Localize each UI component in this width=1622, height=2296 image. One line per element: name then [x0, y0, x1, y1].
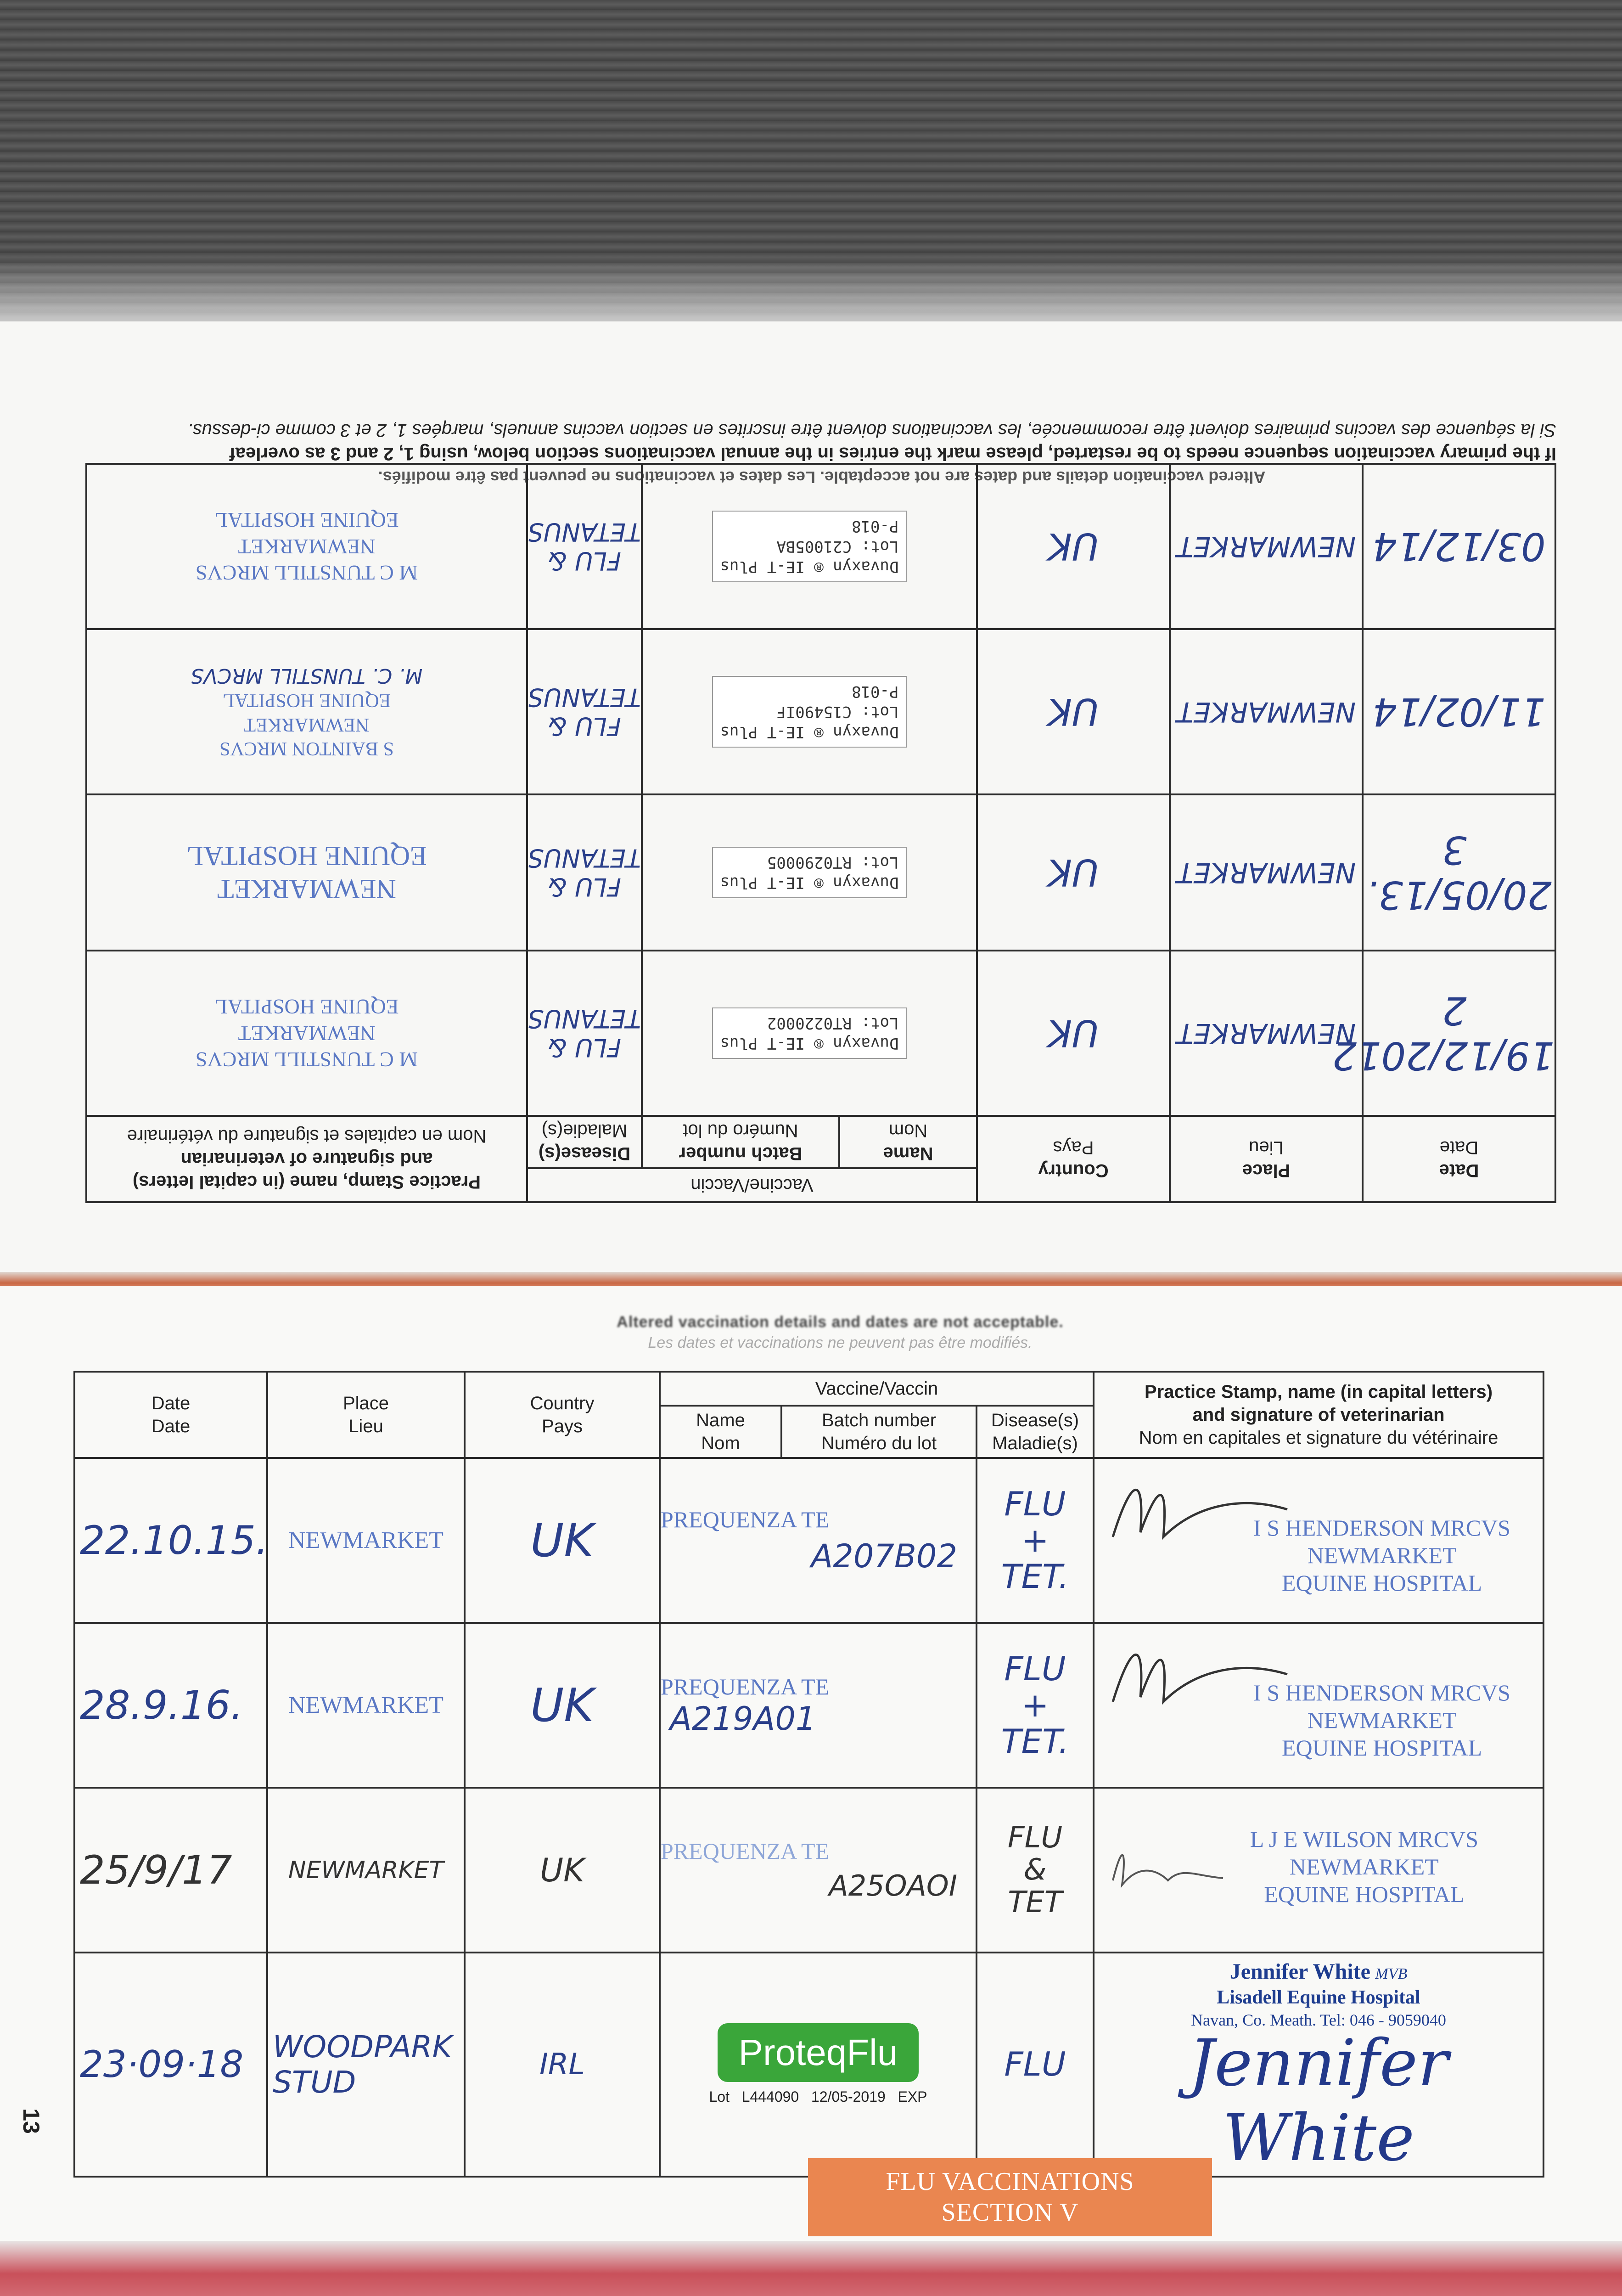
hdr-country: Country Pays [977, 1116, 1170, 1202]
vet-stamp: NEWMARKET EQUINE HOSPITAL [86, 794, 527, 951]
hdr-name: Name Nom [660, 1406, 781, 1458]
hdr-practice: Practice Stamp, name (in capital letters) and signature of veterinarian Nom en capitales et signature du vétérinaire [1094, 1372, 1543, 1458]
vaccine-label: Duvaxyn ® IE-T Plus Lot: C15490IF P-018 [642, 629, 977, 794]
hdr-disease: Disease(s) Maladie(s) [527, 1116, 642, 1168]
batch-number: A219A01 [670, 1699, 816, 1738]
row-country: UK [977, 464, 1170, 629]
row-place: NEWMARKET [1170, 629, 1363, 794]
row-vaccine [660, 1458, 977, 1623]
table-row [86, 629, 1555, 794]
row-country: UK [465, 1788, 660, 1953]
row-date: 25/9/17 [74, 1788, 267, 1953]
section-tab: FLU VACCINATIONS SECTION V [808, 2158, 1212, 2236]
vaccine-label: Duvaxyn ® IE-T Plus Lot: RT0290005 [642, 794, 977, 951]
sleeve-shadow [0, 257, 1622, 331]
notice-en: If the primary vaccination sequence needs to be restarted, please mark the entries in the annual vaccinations section below, using 1, 2 and 3 as overleaf [229, 444, 1556, 464]
row-country: UK [465, 1623, 660, 1788]
row-country: UK [977, 794, 1170, 951]
vet-stamp: L J E WILSON MRCVS NEWMARKET EQUINE HOSPITAL [1250, 1826, 1478, 1907]
batch-number: A207B02 [811, 1537, 957, 1575]
vaccine-name: PREQUENZA TE [661, 1673, 830, 1699]
vet-stamp-cell [1094, 1788, 1543, 1953]
altered-details-caption: Altered vaccination details and dates are not acceptable. [617, 1313, 1064, 1331]
row-disease: FLU & TETANUS [527, 951, 642, 1116]
upper-table [85, 463, 1556, 1203]
vet-stamp: S BAINTON MRCVS NEWMARKET EQUINE HOSPITAL M. C. TUNSTILL MRCVS [86, 629, 527, 794]
row-vaccine [660, 1623, 977, 1788]
table-row [74, 1953, 1543, 2177]
vet-stamp: Jennifer White MVB Lisadell Equine Hospital Navan, Co. Meath. Tel: 046 - 9059040 [1191, 1959, 1446, 2029]
hdr-practice: Practice Stamp, name (in capital letters) and signature of veterinarian Nom en capitales et signature du vétérinaire [86, 1116, 527, 1202]
batch-number: A25OAOI [829, 1869, 957, 1902]
vet-stamp-cell [1094, 1953, 1543, 2177]
proteq-flu-label: ProteqFlu [718, 2023, 919, 2082]
row-disease: FLU + TET. [977, 1623, 1094, 1788]
row-country: IRL [465, 1953, 660, 2177]
row-date: 11/02/14 [1363, 629, 1555, 794]
vet-stamp: I S HENDERSON MRCVS NEWMARKET EQUINE HOSPITAL [1253, 1680, 1510, 1761]
row-country: UK [977, 951, 1170, 1116]
row-disease: FLU + TET. [977, 1458, 1094, 1623]
book-edge [0, 2241, 1622, 2296]
row-date: 19/12/2012 2 [1363, 951, 1555, 1116]
vet-stamp: I S HENDERSON MRCVS NEWMARKET EQUINE HOSPITAL [1253, 1515, 1510, 1596]
row-date: 03/12/14 [1363, 464, 1555, 629]
vaccine-name: PREQUENZA TE [661, 1506, 830, 1532]
hdr-place: Place Lieu [267, 1372, 465, 1458]
notice-fr: Si la séquence des vaccins primaires doivent être recommencée, les vaccinations doivent être inscrites en section vaccins annuels, marqées 1, 2 et 3 comme ci-dessus. [187, 420, 1556, 440]
row-place: NEWMARKET [267, 1623, 465, 1788]
hdr-country: Country Pays [465, 1372, 660, 1458]
signature-mark [1104, 1835, 1241, 1899]
vaccine-name: PREQUENZA TE [661, 1838, 830, 1864]
row-date: 28.9.16. [74, 1623, 267, 1788]
hdr-date: Date Date [74, 1372, 267, 1458]
row-place: NEWMARKET [1170, 794, 1363, 951]
vet-stamp: M C TUNSTILL MRCVS NEWMARKET EQUINE HOSPITAL [86, 951, 527, 1116]
lot-line: Lot L444090 12/05-2019 EXP [709, 2088, 927, 2105]
vet-stamp-cell [1094, 1623, 1543, 1788]
row-vaccine [660, 1788, 977, 1953]
flu-vaccination-table [73, 1371, 1544, 2178]
hdr-vaccine: Vaccine/Vaccin [527, 1168, 977, 1202]
hdr-batch: Batch number Numéro du lot [781, 1406, 977, 1458]
table-row [86, 794, 1555, 951]
vaccine-label: Duvaxyn ® IE-T Plus Lot: C21005BA P-018 [642, 464, 977, 629]
row-country: UK [465, 1458, 660, 1623]
upper-header-row [86, 1168, 1555, 1202]
notice-title: Altered vaccination details and dates are not acceptable. Les dates et vaccinations ne peuvent pas être modifiés. [378, 468, 1266, 487]
row-place: NEWMARKET [1170, 464, 1363, 629]
vet-stamp: M C TUNSTILL MRCVS NEWMARKET EQUINE HOSPITAL [86, 464, 527, 629]
hdr-place: Place Lieu [1170, 1116, 1363, 1202]
table-row [74, 1623, 1543, 1788]
row-place: WOODPARK STUD [267, 1953, 465, 2177]
vet-signature: Jennifer White [1189, 2026, 1448, 2176]
altered-details-caption-fr: Les dates et vaccinations ne peuvent pas être modifiés. [648, 1334, 1033, 1351]
hdr-batch: Batch number Numéro du lot [642, 1116, 839, 1168]
row-disease: FLU & TETANUS [527, 629, 642, 794]
page-number: 13 [18, 2108, 44, 2134]
row-disease: FLU & TET [977, 1788, 1094, 1953]
hdr-date: Date Date [1363, 1116, 1555, 1202]
vet-stamp-cell [1094, 1458, 1543, 1623]
row-disease: FLU & TETANUS [527, 464, 642, 629]
row-date: 22.10.15. [74, 1458, 267, 1623]
header-row [74, 1372, 1543, 1406]
row-country: UK [977, 629, 1170, 794]
row-place: NEWMARKET [267, 1788, 465, 1953]
upside-down-vaccination-table [87, 422, 1556, 1203]
vaccine-label: Duvaxyn ® IE-T Plus Lot: RT0220002 [642, 951, 977, 1116]
row-date: 20/05/13. 3 [1363, 794, 1555, 951]
row-disease: FLU & TETANUS [527, 794, 642, 951]
row-place: NEWMARKET [1170, 951, 1363, 1116]
hdr-name: Name Nom [839, 1116, 977, 1168]
table-row [86, 464, 1555, 629]
hdr-vaccine: Vaccine/Vaccin [660, 1372, 1094, 1406]
row-date: 23·09·18 [74, 1953, 267, 2177]
row-vaccine [660, 1953, 977, 2177]
row-place: NEWMARKET [267, 1458, 465, 1623]
hdr-disease: Disease(s) Maladie(s) [977, 1406, 1094, 1458]
row-disease: FLU [977, 1953, 1094, 2177]
table-row [86, 951, 1555, 1116]
table-row [74, 1788, 1543, 1953]
table-row [74, 1458, 1543, 1623]
